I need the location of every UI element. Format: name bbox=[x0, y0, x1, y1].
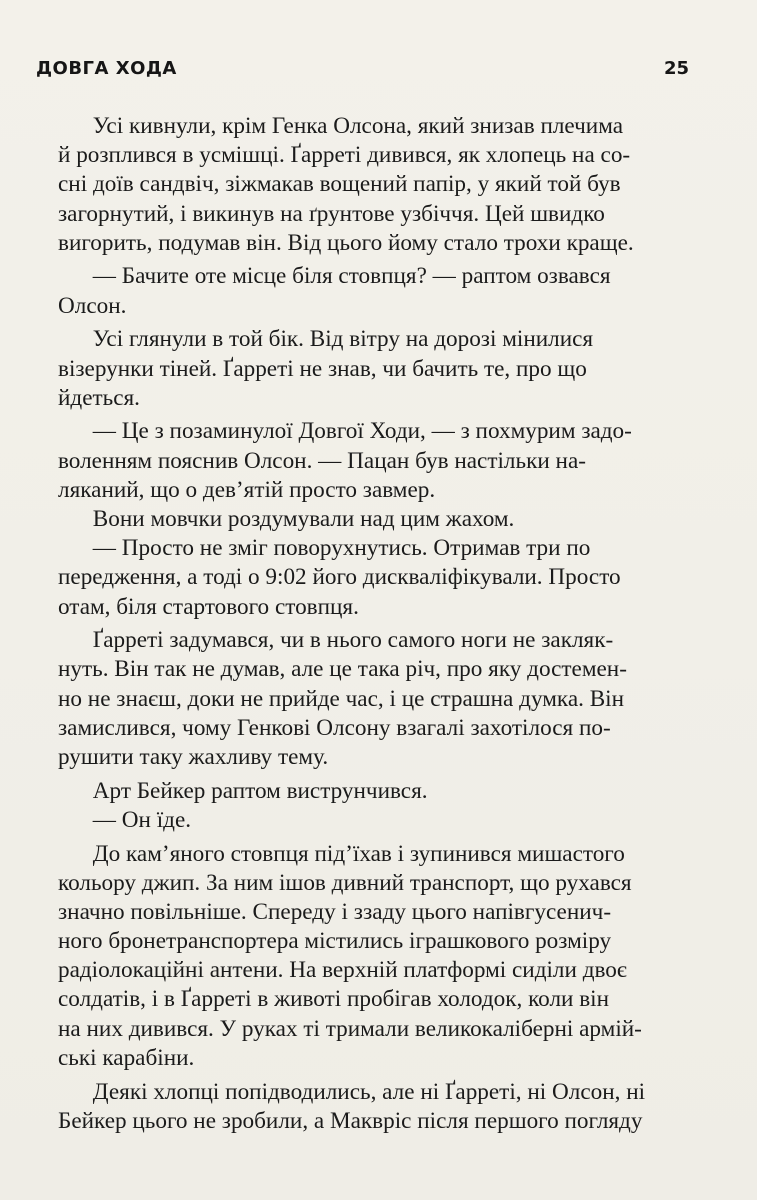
page-number: 25 bbox=[663, 58, 689, 79]
text-line: значно повільніше. Спереду і ззаду цього напівгусенич- bbox=[58, 898, 612, 925]
text-line: ного бронетранспортера містились іграшкового розміру bbox=[58, 928, 612, 955]
text-line: сні доїв сандвіч, зіжмакав вощений папір, у який той був bbox=[58, 171, 621, 198]
text-line: нуть. Він так не думав, але це така річ, про яку достемен- bbox=[58, 656, 627, 683]
text-line: Деякі хлопці попідводились, але ні Ґарреті, ні Олсон, ні bbox=[58, 1078, 646, 1105]
book-title: ДОВГА ХОДА bbox=[36, 58, 177, 79]
text-line: отам, біля стартового стовпця. bbox=[58, 593, 359, 620]
text-line: Усі глянули в той бік. Від вітру на дорозі мінилися bbox=[58, 326, 594, 353]
text-line: Бейкер цього не зробили, а Маквріс після першого погляду bbox=[58, 1107, 643, 1134]
text-line: вигорить, подумав він. Від цього йому стало трохи краще. bbox=[58, 229, 634, 256]
text-line: на них дивився. У руках ті тримали великокаліберні армій- bbox=[58, 1015, 642, 1042]
page-body bbox=[58, 112, 690, 1136]
text-line: Олсон. bbox=[58, 292, 127, 319]
text-line: Ґарреті задумався, чи в нього самого ноги не закляк- bbox=[58, 627, 614, 654]
running-header bbox=[36, 58, 689, 84]
text-line: До кам’яного стовпця під’їхав і зупинився мишастого bbox=[58, 840, 625, 867]
text-line: ляканий, що о дев’ятій просто завмер. bbox=[58, 476, 436, 503]
text-line: — Он їде. bbox=[58, 806, 192, 833]
text-line: — Просто не зміг поворухнутись. Отримав три по bbox=[58, 535, 591, 562]
text-line: — Бачите оте місце біля стовпця? — раптом озвався bbox=[58, 263, 611, 290]
text-line: но не знаєш, доки не прийде час, і це страшна думка. Він bbox=[58, 685, 625, 712]
text-line: солдатів, і в Ґарреті в животі пробігав холодок, коли він bbox=[58, 986, 610, 1013]
text-line: візерунки тіней. Ґарреті не знав, чи бачить те, про що bbox=[58, 355, 587, 382]
text-line: ські карабіни. bbox=[58, 1044, 195, 1071]
text-line: радіолокаційні антени. На верхній платформі сиділи двоє bbox=[58, 957, 627, 984]
text-line: кольору джип. За ним ішов дивний транспорт, що рухався bbox=[58, 869, 632, 896]
text-line: — Це з позаминулої Довгої Ходи, — з похмурим задо- bbox=[58, 418, 632, 445]
text-line: й розплився в усмішці. Ґарреті дивився, як хлопець на со- bbox=[58, 142, 631, 169]
text-line: воленням пояснив Олсон. — Пацан був настільки на- bbox=[58, 447, 586, 474]
text-line: загорнутий, і викинув на ґрунтове узбіччя. Цей швидко bbox=[58, 200, 605, 227]
text-line: йдеться. bbox=[58, 384, 140, 411]
text-line: замислився, чому Генкові Олсону взагалі захотілося по- bbox=[58, 714, 611, 741]
text-line: Усі кивнули, крім Генка Олсона, який знизав плечима bbox=[58, 113, 624, 139]
text-line: рушити таку жахливу тему. bbox=[58, 743, 329, 770]
text-line: передження, а тоді о 9:02 його дискваліфікували. Просто bbox=[58, 564, 621, 591]
text-line: Вони мовчки роздумували над цим жахом. bbox=[58, 505, 515, 532]
text-line: Арт Бейкер раптом виструнчився. bbox=[58, 777, 428, 804]
